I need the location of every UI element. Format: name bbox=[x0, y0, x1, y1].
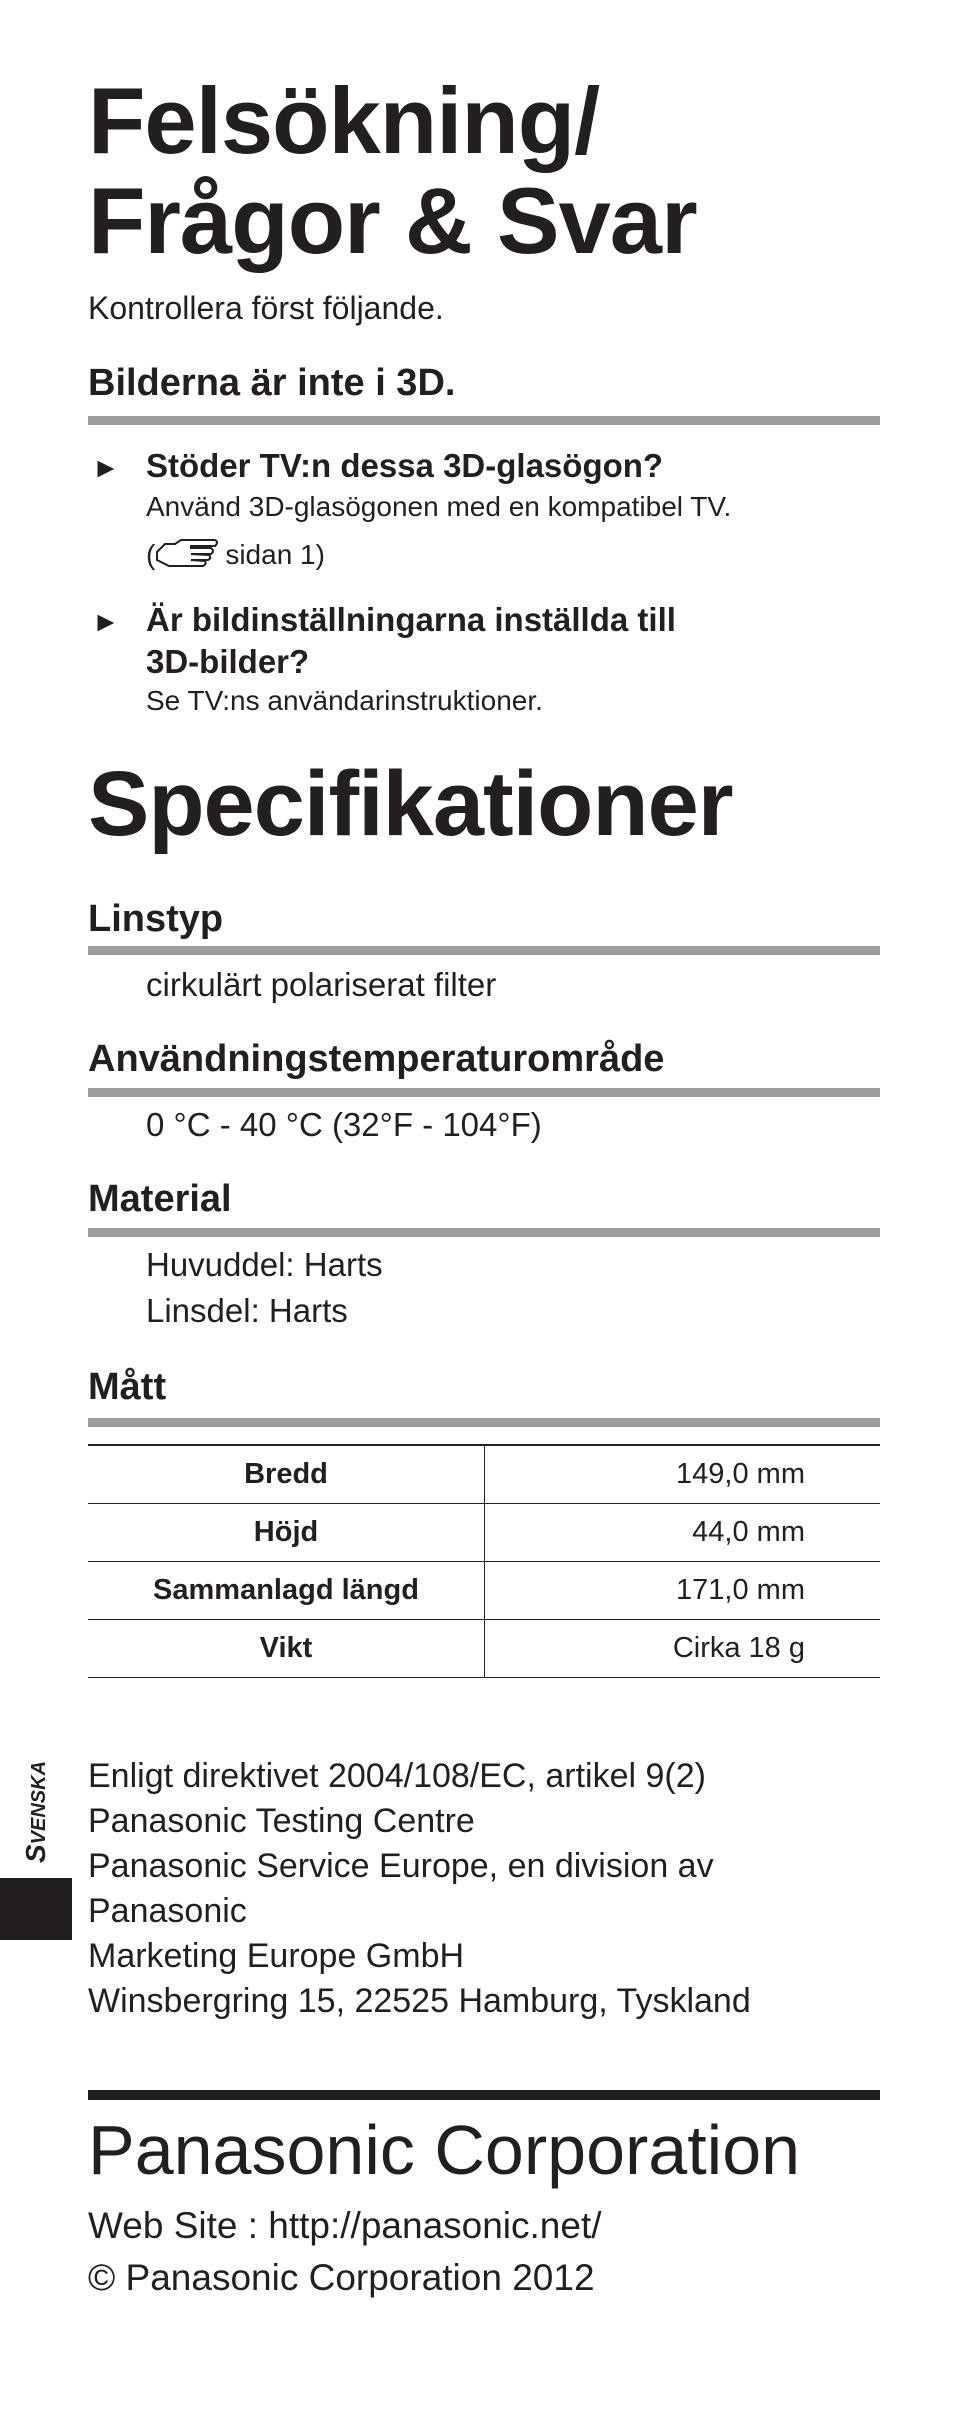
row-value: 44,0 mm bbox=[485, 1503, 881, 1561]
arrow-icon: ► bbox=[92, 452, 120, 483]
table-row bbox=[88, 1445, 880, 1503]
section-rule bbox=[88, 416, 880, 425]
question-line1: Är bildinställningarna inställda till bbox=[146, 601, 676, 638]
temp-value: 0 °C - 40 °C (32°F - 104°F) bbox=[146, 1106, 542, 1143]
row-label: Sammanlagd längd bbox=[88, 1561, 485, 1619]
language-label: SVENSKA bbox=[20, 1760, 51, 1864]
row-value: Cirka 18 g bbox=[485, 1619, 881, 1677]
intro-text: Kontrollera först följande. bbox=[88, 290, 444, 326]
section-rule bbox=[88, 1228, 880, 1237]
copyright: © Panasonic Corporation 2012 bbox=[88, 2257, 595, 2298]
website-link[interactable]: Web Site : http://panasonic.net/ bbox=[88, 2205, 602, 2246]
language-tab-marker bbox=[0, 1878, 72, 1940]
arrow-icon: ► bbox=[92, 606, 120, 637]
section-rule bbox=[88, 946, 880, 955]
corporation-name: Panasonic Corporation bbox=[88, 2111, 801, 2189]
address-line: Winsbergring 15, 22525 Hamburg, Tyskland bbox=[88, 1982, 751, 2020]
material-body: Huvuddel: Harts bbox=[146, 1246, 383, 1283]
table-row bbox=[88, 1561, 880, 1619]
dimensions-table bbox=[88, 1444, 880, 1678]
address-line: Enligt direktivet 2004/108/EC, artikel 9(2) bbox=[88, 1757, 706, 1795]
page-title-line2: Frågor & Svar bbox=[88, 168, 697, 273]
page-reference: ( sidan 1) bbox=[146, 532, 325, 582]
row-value: 171,0 mm bbox=[485, 1561, 881, 1619]
answer: Använd 3D-glasögonen med en kompatibel TV. bbox=[146, 491, 732, 522]
answer: Se TV:ns användarinstruktioner. bbox=[146, 685, 543, 716]
footer-info bbox=[88, 2200, 602, 2304]
section-heading-temp: Användningstemperaturområde bbox=[88, 1038, 665, 1080]
table-row bbox=[88, 1503, 880, 1561]
section-heading-dims: Mått bbox=[88, 1366, 167, 1408]
question-line2: 3D-bilder? bbox=[146, 643, 310, 680]
row-label: Vikt bbox=[88, 1619, 485, 1677]
section-heading-material: Material bbox=[88, 1178, 232, 1220]
section-heading-3d: Bilderna är inte i 3D. bbox=[88, 362, 456, 404]
pointing-hand-icon bbox=[155, 536, 221, 582]
footer-rule bbox=[88, 2090, 880, 2100]
row-label: Bredd bbox=[88, 1445, 485, 1503]
address-block bbox=[88, 1754, 751, 2024]
specs-title: Specifikationer bbox=[88, 753, 733, 855]
row-value: 149,0 mm bbox=[485, 1445, 881, 1503]
section-rule bbox=[88, 1418, 880, 1427]
page-title-line1: Felsökning/ bbox=[88, 68, 600, 173]
material-lens: Linsdel: Harts bbox=[146, 1292, 348, 1329]
question: Stöder TV:n dessa 3D-glasögon? bbox=[146, 447, 664, 484]
section-heading-lens: Linstyp bbox=[88, 898, 224, 940]
table-row bbox=[88, 1619, 880, 1677]
address-line: Panasonic bbox=[88, 1892, 247, 1930]
address-line: Panasonic Testing Centre bbox=[88, 1802, 475, 1840]
address-line: Marketing Europe GmbH bbox=[88, 1937, 465, 1975]
address-line: Panasonic Service Europe, en division av bbox=[88, 1847, 714, 1885]
row-label: Höjd bbox=[88, 1503, 485, 1561]
lens-value: cirkulärt polariserat filter bbox=[146, 966, 497, 1003]
section-rule bbox=[88, 1088, 880, 1097]
